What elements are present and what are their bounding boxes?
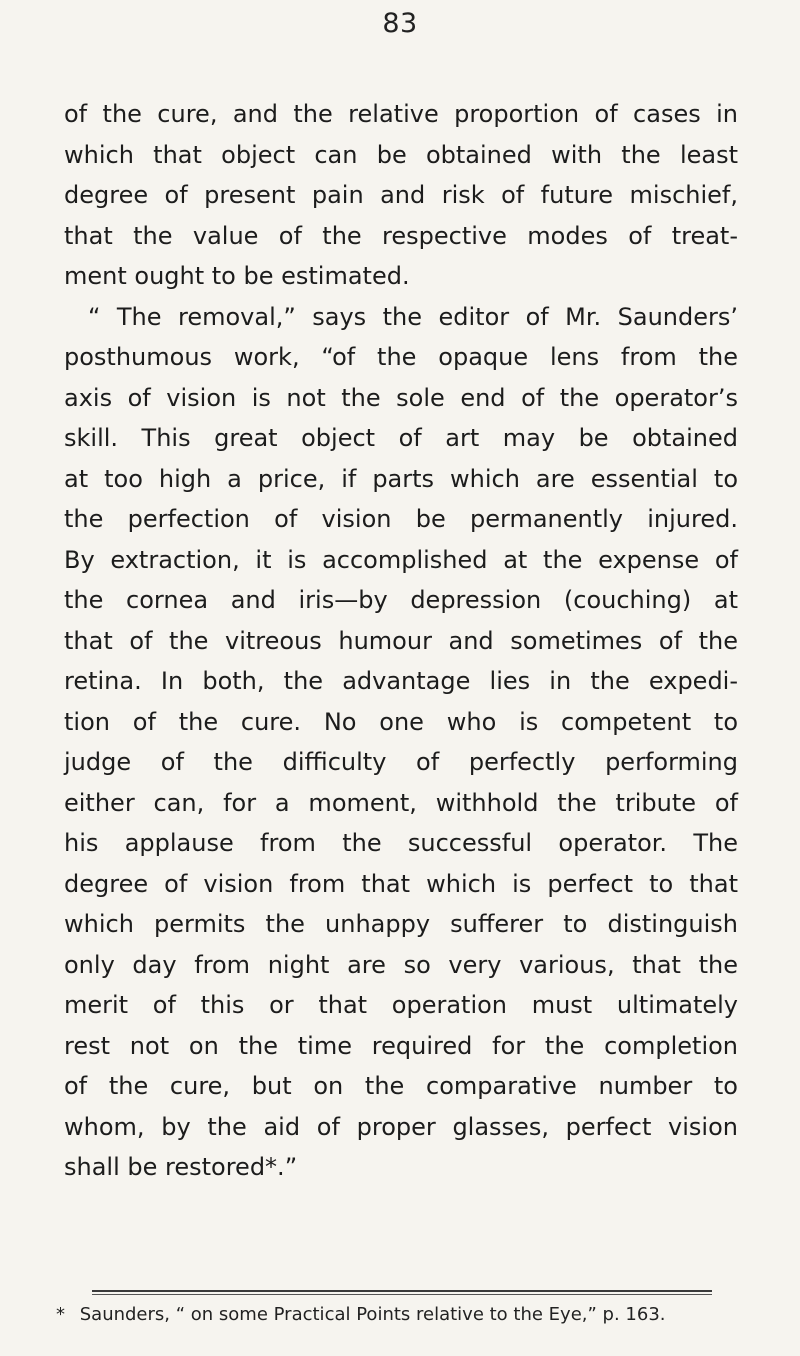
text-line-2: which that object can be obtained with the least bbox=[64, 140, 738, 169]
text-line-19: his applause from the successful operator. The bbox=[64, 829, 738, 857]
text-line-21: which permits the unhappy sufferer to distinguish bbox=[64, 910, 738, 938]
text-line-17: judge of the difficulty of perfectly performing bbox=[64, 748, 738, 776]
footnote bbox=[56, 1304, 756, 1325]
footnote-text: Saunders, “ on some Practical Points relative to the Eye,” p. 163. bbox=[79, 1304, 666, 1325]
text-line-13: the cornea and iris—by depression (couching) at bbox=[64, 586, 738, 614]
text-line-5: ment ought to be estimated. bbox=[64, 262, 410, 290]
footnote-divider-thin bbox=[92, 1294, 712, 1295]
text-line-4: that the value of the respective modes of treat- bbox=[64, 221, 738, 250]
text-line-1: of the cure, and the relative proportion of cases in bbox=[64, 100, 738, 128]
text-line-3: degree of present pain and risk of future mischief, bbox=[64, 181, 738, 209]
text-line-14: that of the vitreous humour and sometimes of the bbox=[64, 626, 738, 655]
text-line-8: axis of vision is not the sole end of the operator’s bbox=[64, 383, 738, 412]
text-line-27: shall be restored*.” bbox=[64, 1153, 298, 1181]
text-line-12: By extraction, it is accomplished at the expense of bbox=[64, 545, 738, 574]
text-line-16: tion of the cure. No one who is competent to bbox=[64, 707, 738, 736]
footnote-divider bbox=[92, 1290, 712, 1292]
text-line-10: at too high a price, if parts which are essential to bbox=[64, 464, 738, 493]
text-line-9: skill. This great object of art may be obtained bbox=[64, 424, 738, 452]
text-line-7: posthumous work, “of the opaque lens from the bbox=[64, 343, 738, 371]
body-text bbox=[64, 94, 738, 1188]
text-line-23: merit of this or that operation must ultimately bbox=[64, 991, 738, 1019]
text-line-18: either can, for a moment, withhold the tribute of bbox=[64, 788, 738, 817]
footnote-mark: * bbox=[56, 1304, 65, 1325]
text-line-20: degree of vision from that which is perfect to that bbox=[64, 869, 738, 898]
text-line-22: only day from night are so very various, that the bbox=[64, 950, 738, 979]
text-line-24: rest not on the time required for the completion bbox=[64, 1031, 738, 1060]
text-line-26: whom, by the aid of proper glasses, perfect vision bbox=[64, 1112, 738, 1141]
text-line-25: of the cure, but on the comparative number to bbox=[64, 1072, 738, 1100]
text-line-11: the perfection of vision be permanently injured. bbox=[64, 505, 738, 533]
text-line-6: “ The removal,” says the editor of Mr. Saunders’ bbox=[88, 302, 738, 331]
text-line-15: retina. In both, the advantage lies in the expedi- bbox=[64, 667, 738, 695]
page-number: 83 bbox=[382, 8, 418, 39]
